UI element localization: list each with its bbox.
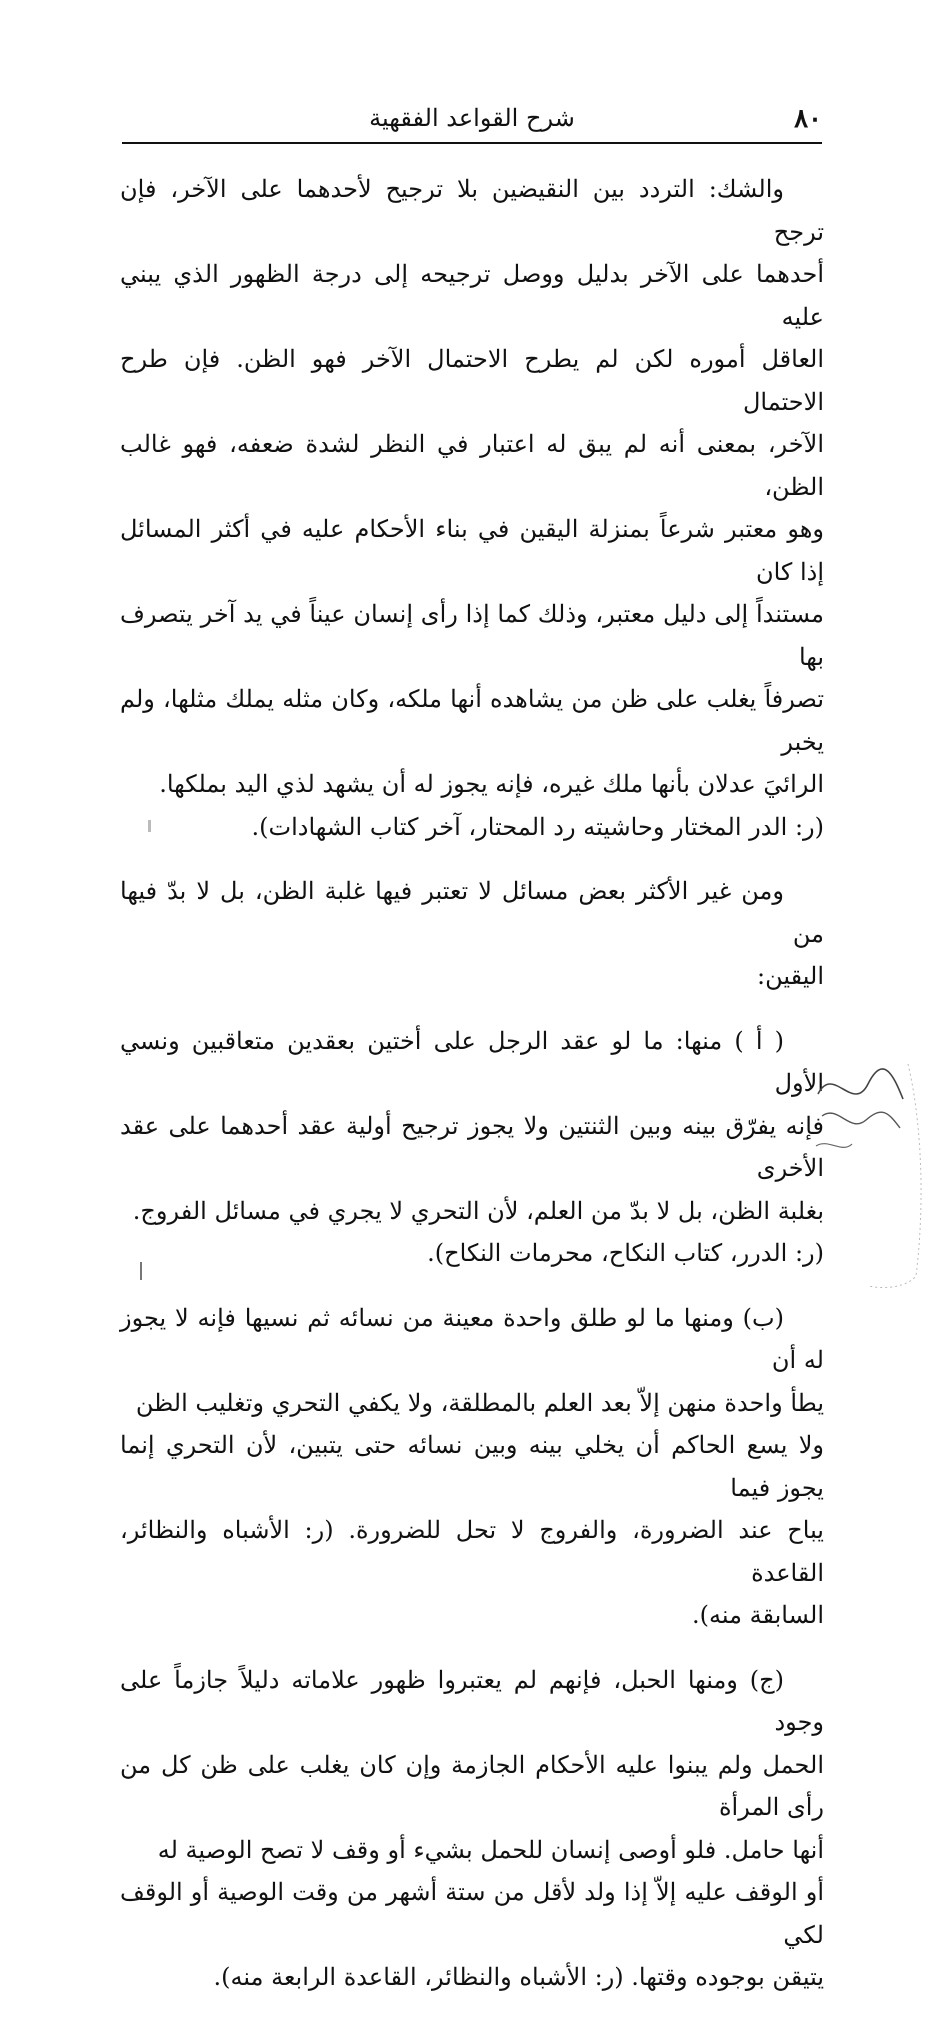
paragraph-jim xyxy=(120,1659,824,1999)
paragraph-min-ghayr xyxy=(120,870,824,998)
text-line: يطأ واحدة منهن إلاّ بعد العلم بالمطلقة، ولا يكفي التحري وتغليب الظن xyxy=(135,1388,824,1417)
running-title: شرح القواعد الفقهية xyxy=(369,104,575,132)
text-line: الحمل ولم يبنوا عليه الأحكام الجازمة وإن كان يغلب على ظن كل من رأى المرأة xyxy=(120,1750,824,1821)
paragraph-alif xyxy=(120,1020,824,1275)
citation-line: (ر: الدر المختار وحاشيته رد المحتار، آخر كتاب الشهادات). xyxy=(251,812,824,841)
text-line: (ب) ومنها ما لو طلق واحدة معينة من نسائه ثم نسيها فإنه لا يجوز له أن xyxy=(120,1303,824,1374)
text-line: ( أ ) منها: ما لو عقد الرجل على أختين بعقدين متعاقبين ونسي الأول xyxy=(120,1026,824,1097)
text-line: الآخر، بمعنى أنه لم يبق له اعتبار في النظر لشدة ضعفه، فهو غالب الظن، xyxy=(120,430,824,501)
text-line: مستنداً إلى دليل معتبر، وذلك كما إذا رأى إنسان عيناً في يد آخر يتصرف بها xyxy=(120,600,824,671)
paragraph-shakk xyxy=(120,168,824,848)
text-line: فإنه يفرّق بينه وبين الثنتين ولا يجوز ترجيح أولية عقد أحدهما على عقد الأخرى xyxy=(120,1111,824,1182)
paragraph-ba xyxy=(120,1297,824,1637)
text-line: بغلبة الظن، بل لا بدّ من العلم، لأن التحري لا يجري في مسائل الفروج. xyxy=(132,1196,824,1225)
text-line: اليقين: xyxy=(757,962,824,990)
text-line: والشك: التردد بين النقيضين بلا ترجيح لأحدهما على الآخر، فإن ترجح xyxy=(120,175,824,246)
text-line: (ج) ومنها الحبل، فإنهم لم يعتبروا ظهور علاماته دليلاً جازماً على وجود xyxy=(120,1665,824,1736)
scan-artifact xyxy=(148,820,151,832)
text-line: العاقل أموره لكن لم يطرح الاحتمال الآخر فهو الظن. فإن طرح الاحتمال xyxy=(120,345,824,416)
page-header xyxy=(122,96,822,144)
text-line: وهو معتبر شرعاً بمنزلة اليقين في بناء الأحكام عليه في أكثر المسائل إذا كان xyxy=(120,515,824,586)
text-line: يباح عند الضرورة، والفروج لا تحل للضرورة. (ر: الأشباه والنظائر، القاعدة xyxy=(120,1516,824,1587)
text-line: تصرفاً يغلب على ظن من يشاهده أنها ملكه، وكان مثله يملك مثلها، ولم يخبر xyxy=(120,685,824,756)
citation-line: (ر: الدرر، كتاب النكاح، محرمات النكاح). xyxy=(427,1239,824,1267)
text-line: أحدهما على الآخر بدليل ووصل ترجيحه إلى درجة الظهور الذي يبني عليه xyxy=(120,260,824,331)
text-line: ولا يسع الحاكم أن يخلي بينه وبين نسائه حتى يتبين، لأن التحري إنما يجوز فيما xyxy=(120,1431,824,1502)
scan-artifact xyxy=(140,1262,142,1280)
text-line: أو الوقف عليه إلاّ إذا ولد لأقل من ستة أشهر من وقت الوصية أو الوقف لكي xyxy=(120,1878,824,1949)
text-line: أنها حامل. فلو أوصى إنسان للحمل بشيء أو وقف لا تصح الوصية له xyxy=(157,1835,824,1864)
handwritten-margin-note xyxy=(808,1054,928,1294)
text-line: السابقة منه). xyxy=(692,1601,824,1629)
handwriting-scribble-icon xyxy=(808,1054,928,1294)
text-line: يتيقن بوجوده وقتها. (ر: الأشباه والنظائر، القاعدة الرابعة منه). xyxy=(213,1963,824,1991)
page-number: ٨٠ xyxy=(794,104,822,134)
body-text xyxy=(120,168,824,2021)
text-line: الرائيَ عدلان بأنها ملك غيره، فإنه يجوز له أن يشهد لذي اليد بملكها. xyxy=(159,770,824,798)
text-line: ومن غير الأكثر بعض مسائل لا تعتبر فيها غلبة الظن، بل لا بدّ فيها من xyxy=(120,877,824,948)
